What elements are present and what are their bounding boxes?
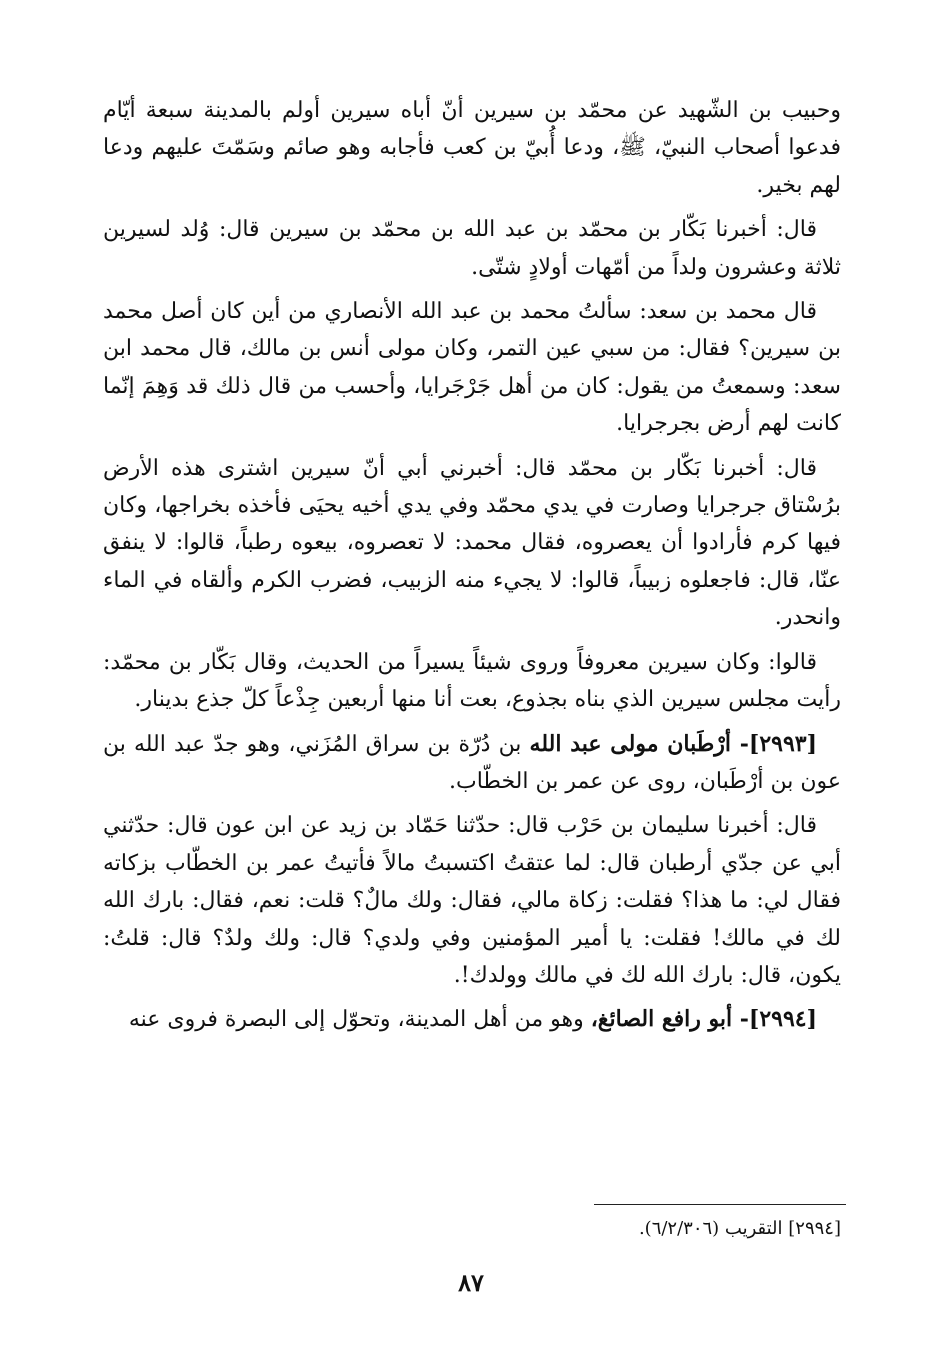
paragraph-3: قال محمد بن سعد: سألتُ محمد بن عبد الله الأنصاري من أين كان أصل محمد بن سيرين؟ فقال: من سبي عين التمر، وكان مولى أنس بن مالك، قال محمد ابن سعد: وسمعتُ من يقول: كان من أهل جَرْجَرايا، وأحسب من قال ذلك قد وَهِمَ إنّما كانت لهم أرض بجرجرايا. [103, 299, 841, 437]
biography-entry-2994 [103, 1001, 841, 1038]
paragraph-4: قال: أخبرنا بَكّار بن محمّد قال: أخبرني أبي أنّ سيرين اشترى هذه الأرض برُسْتاق جرجرايا وصارت في يدي محمّد وفي يدي أخيه يحيَى فأخذه بخراجها، وكان فيها كرم فأرادوا أن يعصروه، فقال محمد: لا تعصروه، بيعوه رطباً، قالوا: لا ينفق عنّا، قال: فاجعلوه زبيباً، قالوا: لا يجيء منه الزبيب، فضرب الكرم وألقاه في الماء وانحدر. [103, 455, 841, 631]
paragraph-2: قال: أخبرنا بَكّار بن محمّد بن عبد الله بن محمّد بن سيرين قال: وُلد لسيرين ثلاثة وعشرون ولداً من أمّهات أولادٍ شتّى. [103, 217, 841, 280]
entry-heading-2994: [٢٩٩٤]- أبو رافع الصائغ، [590, 1006, 817, 1033]
entry-text-2993: بن دُرّة بن سراق المُزَني، وهو جدّ عبد الله بن عون بن أرْطَبان، روى عن عمر بن الخطّاب. [103, 731, 841, 794]
footnote: [٢٩٩٤] التقريب (٦/٢/٣٠٦). [638, 1218, 841, 1239]
paragraph-5: قالوا: وكان سيرين معروفاً وروى شيئاً يسيراً من الحديث، وقال بَكّار بن محمّد: رأيت مجلس سيرين الذي بناه بجذوع، بعت أنا منها أربعين جِذْعاً كلّ جذع بدينار. [103, 649, 841, 713]
biography-entry-2993 [103, 726, 841, 801]
main-text [103, 92, 841, 1046]
page-number: ٨٧ [458, 1268, 484, 1297]
footnote-divider [594, 1204, 846, 1205]
paragraph-1: وحبيب بن الشّهيد عن محمّد بن سيرين أنّ أباه سيرين أولم بالمدينة سبعة أيّام فدعوا أصحاب النبيّ، ﷺ، ودعا أُبيّ بن كعب فأجابه وهو صائم وسَمّتَ عليهم ودعا لهم بخير. [103, 98, 841, 198]
paragraph-7: قال: أخبرنا سليمان بن حَرْب قال: حدّثنا حَمّاد بن زيد عن ابن عون قال: حدّثني أبي عن جدّي أرطبان قال: لما عتقتُ اكتسبتُ مالاً فأتيتُ عمر بن الخطّاب بزكاته فقال لي: ما هذا؟ فقلت: زكاة مالي، فقال: ولك مالٌ؟ قلت: نعم، فقال: بارك الله لك في مالك! فقلت: يا أمير المؤمنين وفي ولدي؟ قال: ولك ولدٌ؟ قال: قلتُ: يكون، قال: بارك الله لك في مالك وولدك!. [103, 813, 841, 988]
entry-heading-2993: [٢٩٩٣]- أرْطَبان مولى عبد الله [529, 730, 817, 757]
entry-text-2994: وهو من أهل المدينة، وتحوّل إلى البصرة فروى عنه [128, 1007, 591, 1033]
